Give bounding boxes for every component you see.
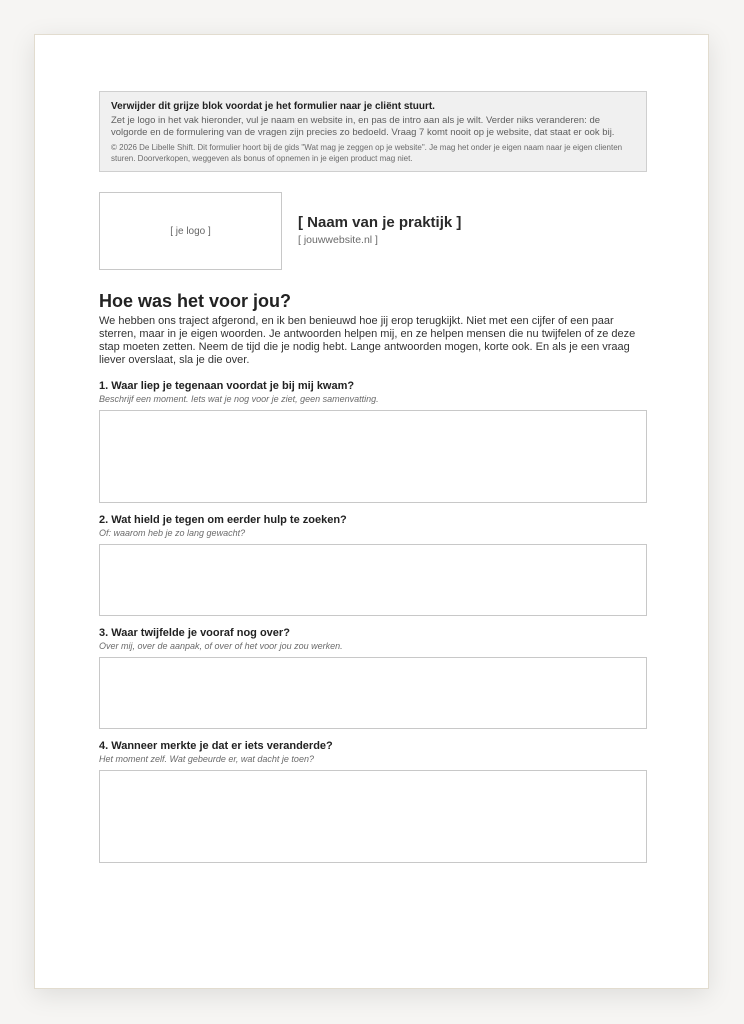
question-1 [99,380,647,503]
form-intro: We hebben ons traject afgerond, en ik ben benieuwd hoe jij erop terugkijkt. Niet met een cijfer of een paar sterren, maar in je eigen woorden. Je antwoorden helpen mij, en ze helpen mensen die nu twijfelen of ze deze stap moeten zetten. Neem de tijd die je nodig hebt. Lange antwoorden mogen, korte ook. En als je een vraag liever overslaat, sla je die over. [99,315,636,367]
question-3 [99,627,647,729]
question-label: 4. Wanneer merkte je dat er iets veranderde? [99,740,333,753]
form-title: Hoe was het voor jou? [99,291,292,312]
answer-field-3[interactable] [99,657,647,729]
notice-copyright: © 2026 De Libelle Shift. Dit formulier hoort bij de gids "Wat mag je zeggen op je website". Je mag het onder je eigen naam naar je eigen clienten sturen. Doorverkopen, weggeven als bonus of opnemen in je eigen product mag niet. [111,143,623,163]
instruction-notice [99,91,647,172]
question-4 [99,740,647,863]
question-2 [99,514,647,616]
logo-placeholder-text: [ je logo ] [170,225,211,237]
question-label: 1. Waar liep je tegenaan voordat je bij mij kwam? [99,380,355,393]
page-content [99,91,647,863]
question-label: 3. Waar twijfelde je vooraf nog over? [99,627,290,640]
answer-field-1[interactable] [99,410,647,503]
practice-name: [ Naam van je praktijk ] [298,214,462,232]
brand-details [298,192,461,247]
question-hint: Het moment zelf. Wat gebeurde er, wat dacht je toen? [99,754,314,765]
document-page [34,34,709,989]
question-hint: Beschrijf een moment. Iets wat je nog voor je ziet, geen samenvatting. [99,394,379,405]
notice-body: Zet je logo in het vak hieronder, vul je naam en website in, en pas de intro aan als je wilt. Verder niks veranderen: de volgorde en de formulering van de vragen zijn precies zo bedoeld. Vraag 7 komt nooit op je website, dat staat er ook bij. [111,115,615,139]
brand-header [99,192,647,270]
website-url: [ jouwwebsite.nl ] [298,234,378,247]
logo-placeholder[interactable] [99,192,282,270]
question-hint: Of: waarom heb je zo lang gewacht? [99,528,246,539]
answer-field-2[interactable] [99,544,647,616]
question-hint: Over mij, over de aanpak, of over of het voor jou zou werken. [99,641,343,652]
question-label: 2. Wat hield je tegen om eerder hulp te zoeken? [99,514,347,527]
answer-field-4[interactable] [99,770,647,863]
notice-title: Verwijder dit grijze blok voordat je het formulier naar je cliënt stuurt. [111,101,435,112]
